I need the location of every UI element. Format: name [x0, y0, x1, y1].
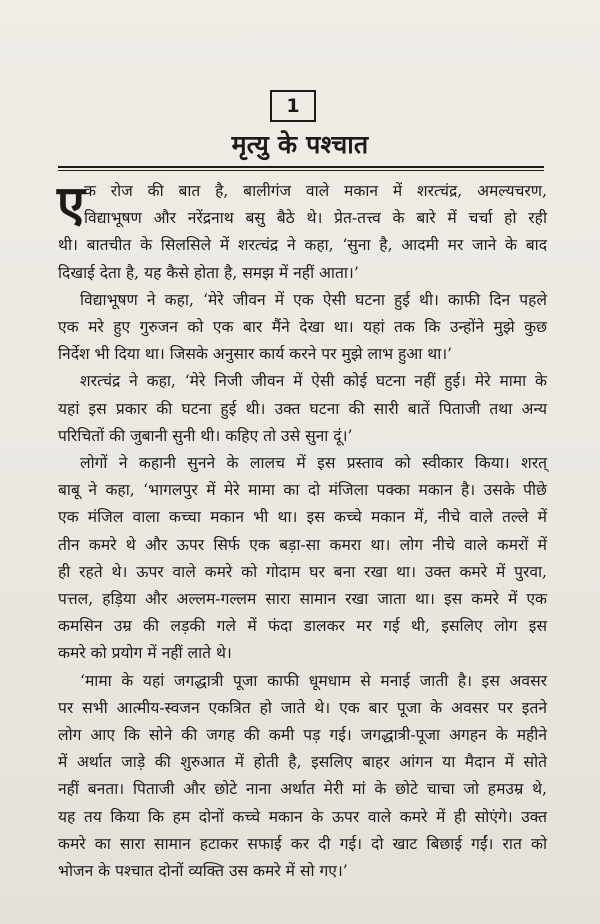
- text-line: कमसिन उम्र की लड़की गले में फंदा डालकर मर गई थी, इसलिए लोग इस: [58, 617, 547, 636]
- text-line: यहां इस प्रकार की घटना हुई थी। उक्त घटना की सारी बातें पिताजी तथा अन्य: [58, 399, 547, 418]
- chapter-number-box: [270, 90, 316, 122]
- text-line: थी। बातचीत के सिलसिले में शरत्चंद्र ने कहा, ‘सुना है, आदमी मर जाने के बाद: [58, 236, 547, 255]
- text-line: पत्तल, हड़िया और अल्लम-गल्लम सारा सामान रखा जाता था। इस कमरे में एक: [58, 590, 547, 609]
- text-line: यह तय किया कि हम दोनों कच्चे मकान के ऊपर वाले कमरे में ही सोएंगे। उक्त: [58, 807, 547, 826]
- chapter-title: मृत्यु के पश्चात: [231, 130, 369, 159]
- text-line: क रोज की बात है, बालीगंज वाले मकान में शरत्चंद्र, अमल्यचरण,: [84, 182, 547, 200]
- text-line: कमरे को प्रयोग में नहीं लाते थे।: [58, 644, 232, 663]
- drop-cap: ए: [57, 174, 85, 233]
- text-line: भोजन के पश्चात दोनों व्यक्ति उस कमरे में सो गए।’: [58, 862, 348, 881]
- paragraph: [58, 368, 547, 450]
- text-line: लोग आए कि सोने की जगह की कमी पड़ गई। जगद्धात्री-पूजा अगहन के महीने: [58, 726, 547, 745]
- text-line: तीन कमरे थे और ऊपर सिर्फ एक बड़ा-सा कमरा था। लोग नीचे वाले कमरों में: [58, 535, 547, 554]
- text-line: बाबू ने कहा, ‘भागलपुर में मेरे मामा का दो मंजिला पक्का मकान है। उसके पीछे: [58, 481, 547, 500]
- text-line: नहीं बनता। पिताजी और छोटे नाना अर्थात मेरी मां के छोटे चाचा जो हमउम्र थे,: [58, 780, 547, 799]
- text-line: एक मंजिल वाला कच्चा मकान भी था। इस कच्चे मकान में, नीचे वाले तल्ले में: [58, 508, 547, 527]
- paragraph: [58, 450, 547, 668]
- chapter-number: 1: [286, 95, 300, 117]
- paragraph: [58, 287, 547, 369]
- paragraph: [58, 668, 547, 886]
- paragraph: [57, 174, 547, 287]
- text-line: पर सभी आत्मीय-स्वजन एकत्रित हो जाते थे। एक बार पूजा के अवसर पर इतने: [58, 698, 547, 717]
- text-line: दिखाई देता है, यह कैसे होता है, समझ में नहीं आता।’: [58, 263, 359, 282]
- chapter-body: [57, 174, 547, 885]
- text-line: लोगों ने कहानी सुनने के लालच में इस प्रस्ताव को स्वीकार किया। शरत्: [80, 454, 547, 473]
- text-line: में अर्थात जाड़े की शुरुआत में होती है, इसलिए बाहर आंगन या मैदान में सोते: [58, 753, 547, 772]
- title-divider: [58, 166, 544, 171]
- text-line: परिचितों की जुबानी सुनी थी। कहिए तो उसे सुना दूं।’: [58, 426, 353, 445]
- text-line: शरत्चंद्र ने कहा, ‘मेरे निजी जीवन में ऐसी कोई घटना नहीं हुई। मेरे मामा के: [80, 372, 547, 391]
- text-line: ही रहते थे। ऊपर वाले कमरे को गोदाम घर बना रखा था। उक्त कमरे में पुरवा,: [58, 562, 547, 581]
- text-line: विद्याभूषण ने कहा, ‘मेरे जीवन में एक ऐसी घटना हुई थी। काफी दिन पहले: [80, 290, 547, 309]
- text-line: निर्देश भी दिया था। जिसके अनुसार कार्य करने पर मुझे लाभ हुआ था।’: [58, 345, 453, 364]
- text-line: कमरे का सारा सामान हटाकर सफाई कर दी गई। दो खाट बिछाई गईं। रात को: [58, 834, 547, 853]
- text-line: ‘मामा के यहां जगद्धात्री पूजा काफी धूमधाम से मनाई जाती है। इस अवसर: [80, 671, 547, 690]
- text-line: विद्याभूषण और नरेंद्रनाथ बसु बैठे थे। प्रेत-तत्त्व के बारे में चर्चा हो रही: [84, 209, 547, 228]
- text-line: एक मरे हुए गुरुजन को एक बार मैंने देखा था। यहां तक कि उन्होंने मुझे कुछ: [58, 318, 547, 337]
